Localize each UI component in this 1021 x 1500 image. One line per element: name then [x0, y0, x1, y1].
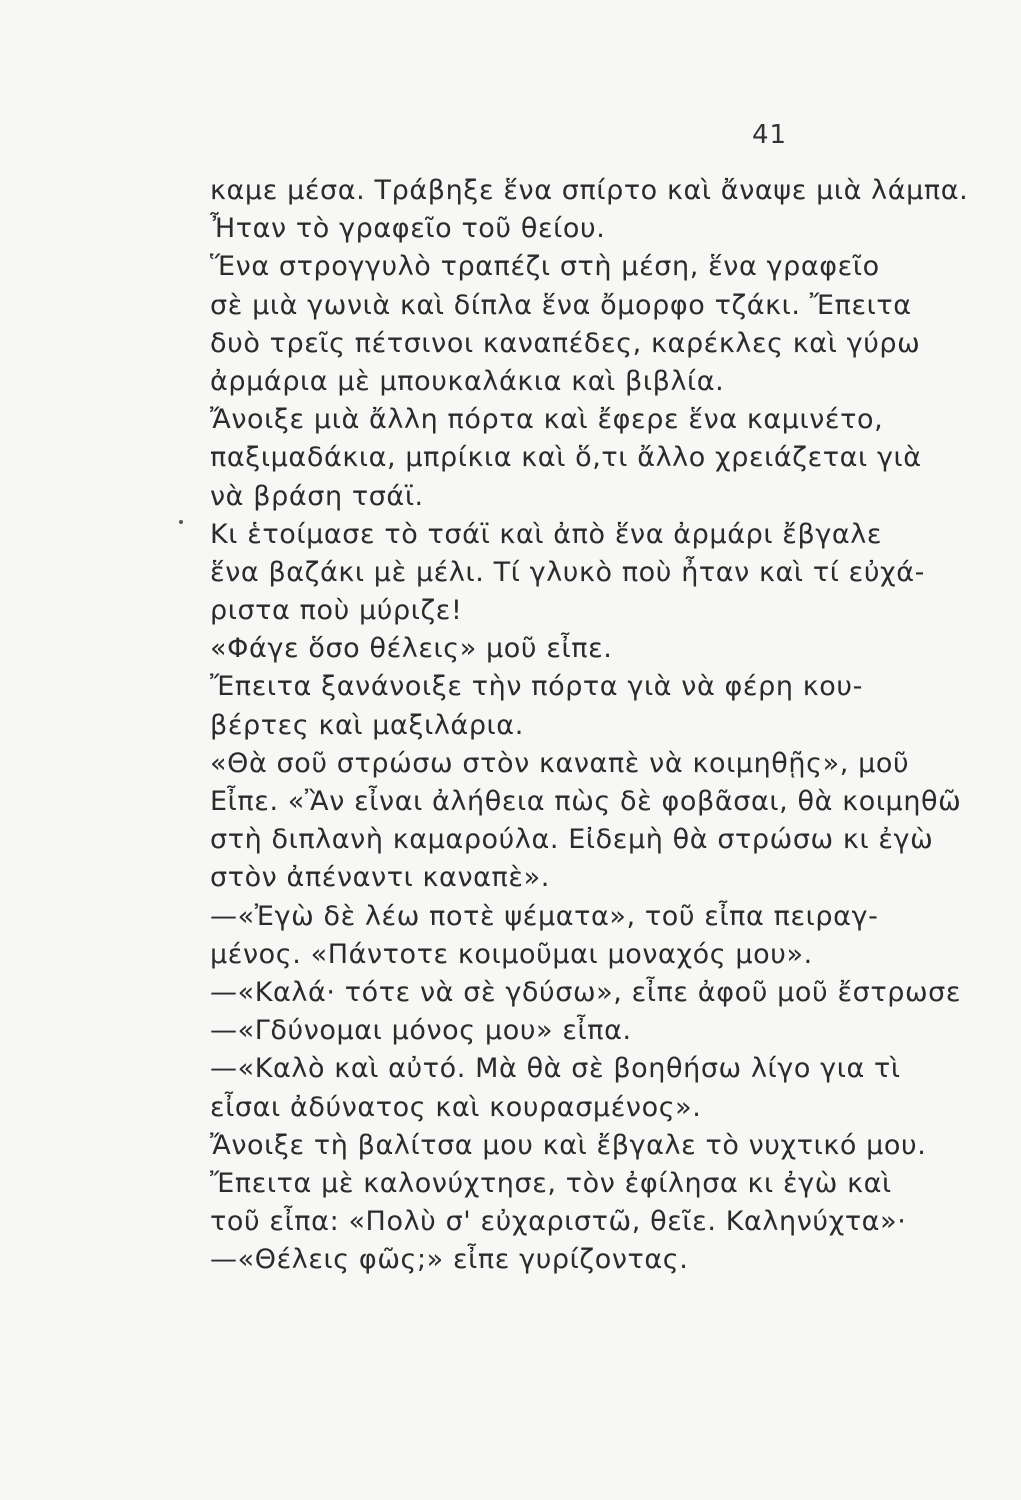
text-line: —«Γδύνομαι μόνος μου» εἶπα.	[210, 1015, 632, 1047]
body-text	[210, 172, 969, 1279]
text-line: —«Θέλεις φῶς;» εἶπε γυρίζοντας.	[210, 1244, 689, 1276]
text-line: ἕνα βαζάκι μὲ μέλι. Τί γλυκὸ ποὺ ἦταν καὶ τί εὐχά-	[210, 556, 925, 588]
text-line: —«Καλά· τότε νὰ σὲ γδύσω», εἶπε ἀφοῦ μοῦ ἔστρωσε	[210, 976, 962, 1008]
text-line: —«Καλὸ καὶ αὐτό. Μὰ θὰ σὲ βοηθήσω λίγο για τὶ	[210, 1053, 901, 1085]
text-line: τοῦ εἶπα: «Πολὺ σ' εὐχαριστῶ, θεῖε. Καληνύχτα»·	[210, 1206, 907, 1238]
text-line: Εἶπε. «Ἂν εἶναι ἀλήθεια πὼς δὲ φοβᾶσαι, θὰ κοιμηθῶ	[210, 786, 962, 817]
text-line: «Φάγε ὅσο θέλεις» μοῦ εἶπε.	[210, 633, 613, 665]
text-line: Ἄνοιξε τὴ βαλίτσα μου καὶ ἔβγαλε τὸ νυχτικό μου.	[210, 1129, 927, 1161]
text-line: εἶσαι ἀδύνατος καὶ κουρασμένος».	[210, 1091, 702, 1123]
stray-mark	[179, 520, 183, 524]
text-line: Ἦταν τὸ γραφεῖο τοῦ θείου.	[210, 213, 606, 245]
text-line: Κι ἑτοίμασε τὸ τσάϊ καὶ ἀπὸ ἕνα ἀρμάρι ἔβγαλε	[210, 518, 883, 550]
text-line: «Θὰ σοῦ στρώσω στὸν καναπὲ νὰ κοιμηθῇς», μοῦ	[210, 747, 910, 779]
text-line: στὴ διπλανὴ καμαρούλα. Εἰδεμὴ θὰ στρώσω κι ἐγὼ	[210, 824, 934, 856]
page-number: 41	[752, 120, 788, 150]
text-line: βέρτες καὶ μαξιλάρια.	[210, 709, 524, 741]
text-line: νὰ βράση τσάϊ.	[210, 480, 424, 512]
text-line: —«Ἐγὼ δὲ λέω ποτὲ ψέματα», τοῦ εἶπα πειραγ-	[210, 900, 879, 932]
text-line: σὲ μιὰ γωνιὰ καὶ δίπλα ἕνα ὄμορφο τζάκι. Ἔπειτα	[210, 289, 912, 321]
text-line: Ἔπειτα μὲ καλονύχτησε, τὸν ἐφίλησα κι ἐγὼ καὶ	[210, 1167, 892, 1199]
text-line: Ἔπειτα ξανάνοιξε τὴν πόρτα γιὰ νὰ φέρη κου-	[210, 671, 863, 703]
text-line: μένος. «Πάντοτε κοιμοῦμαι μοναχός μου».	[210, 938, 813, 970]
text-line: παξιμαδάκια, μπρίκια καὶ ὅ,τι ἄλλο χρειάζεται γιὰ	[210, 442, 922, 474]
text-line: ριστα ποὺ μύριζε!	[210, 595, 463, 627]
text-line: Ἄνοιξε μιὰ ἄλλη πόρτα καὶ ἔφερε ἕνα καμινέτο,	[210, 404, 884, 436]
text-line: ἀρμάρια μὲ μπουκαλάκια καὶ βιβλία.	[210, 365, 725, 397]
text-line: δυὸ τρεῖς πέτσινοι καναπέδες, καρέκλες καὶ γύρω	[210, 327, 921, 359]
text-line: καμε μέσα. Τράβηξε ἕνα σπίρτο καὶ ἄναψε μιὰ λάμπα.	[210, 175, 969, 206]
text-line: στὸν ἀπέναντι καναπὲ».	[210, 862, 550, 894]
text-line: Ἕνα στρογγυλὸ τραπέζι στὴ μέση, ἕνα γραφεῖο	[210, 251, 880, 283]
